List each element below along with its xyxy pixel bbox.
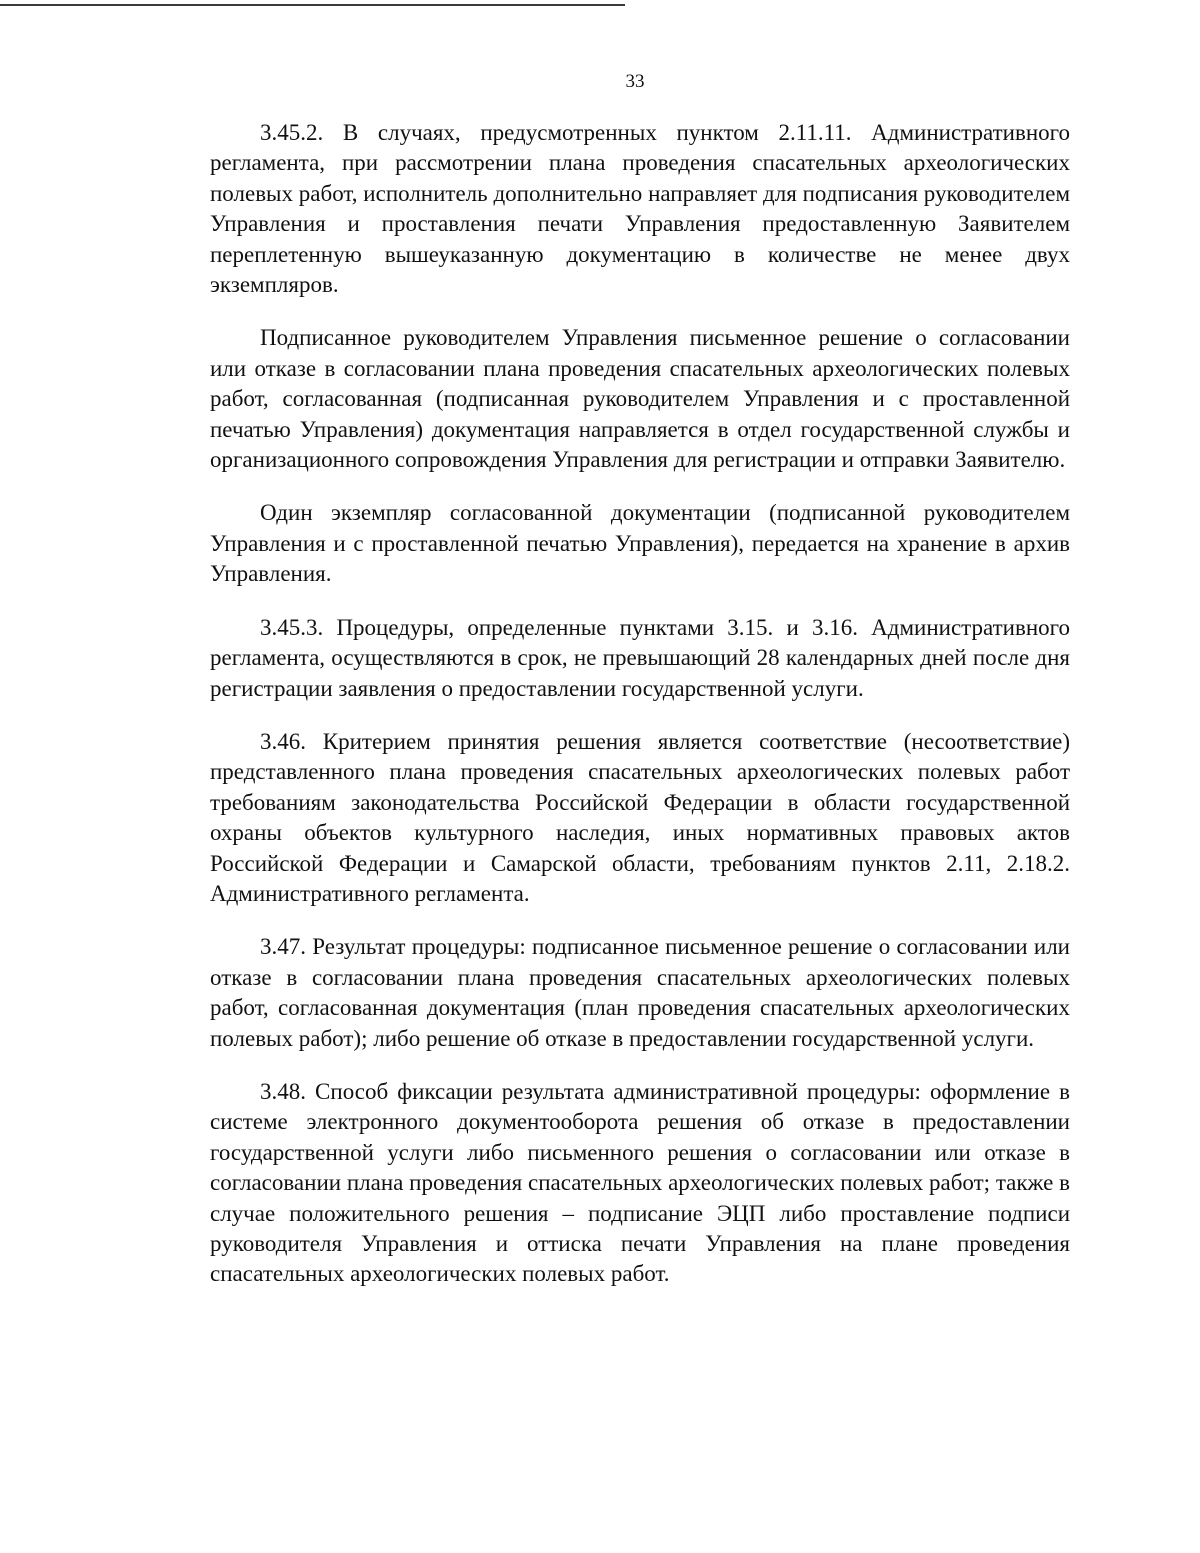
paragraph-3-45-3: 3.45.3. Процедуры, определенные пунктами 3.15. и 3.16. Административного регламента, осуществляются в срок, не превышающий 28 календарных дней после дня регистрации заявления о предоставлении государственной услуги. xyxy=(210,614,1070,701)
paragraph-3-45-2: 3.45.2. В случаях, предусмотренных пунктом 2.11.11. Административного регламента, при рассмотрении плана проведения спасательных археологических полевых работ, исполнитель дополнительно направляет для подписания руководителем Управления и проставления печати Управления предоставленную Заявителем переплетенную вышеуказанную документацию в количестве не менее двух экземпляров. xyxy=(210,120,1070,298)
scan-edge-line xyxy=(0,4,625,6)
paragraph-3-46: 3.46. Критерием принятия решения является соответствие (несоответствие) представленного плана проведения спасательных археологических полевых работ требованиям законодательства Российской Федерации в области государственной охраны объектов культурного наследия, иных нормативных правовых актов Российской Федерации и Самарской области, требованиям пунктов 2.11, 2.18.2. Административного регламента. xyxy=(210,728,1070,906)
paragraph-3-47: 3.47. Результат процедуры: подписанное письменное решение о согласовании или отказе в согласовании плана проведения спасательных археологических полевых работ, согласованная документация (план проведения спасательных археологических полевых работ); либо решение об отказе в предоставлении государственной услуги. xyxy=(210,934,1070,1051)
page-number: 33 xyxy=(625,71,645,92)
paragraph-archive-copy: Один экземпляр согласованной документации (подписанной руководителем Управления и с проставленной печатью Управления), передается на хранение в архив Управления. xyxy=(210,500,1070,587)
paragraph-3-48: 3.48. Способ фиксации результата административной процедуры: оформление в системе электронного документооборота решения об отказе в предоставлении государственной услуги либо письменного решения о согласовании или отказе в согласовании плана проведения спасательных археологических полевых работ; также в случае положительного решения – подписание ЭЦП либо проставление подписи руководителя Управления и оттиска печати Управления на плане проведения спасательных археологических полевых работ. xyxy=(210,1078,1070,1287)
document-body xyxy=(210,118,1070,1290)
paragraph-signed-decision: Подписанное руководителем Управления письменное решение о согласовании или отказе в согласовании плана проведения спасательных археологических полевых работ, согласованная (подписанная руководителем Управления и с проставленной печатью Управления) документация направляется в отдел государственной службы и организационного сопровождения Управления для регистрации и отправки Заявителю. xyxy=(210,325,1070,473)
